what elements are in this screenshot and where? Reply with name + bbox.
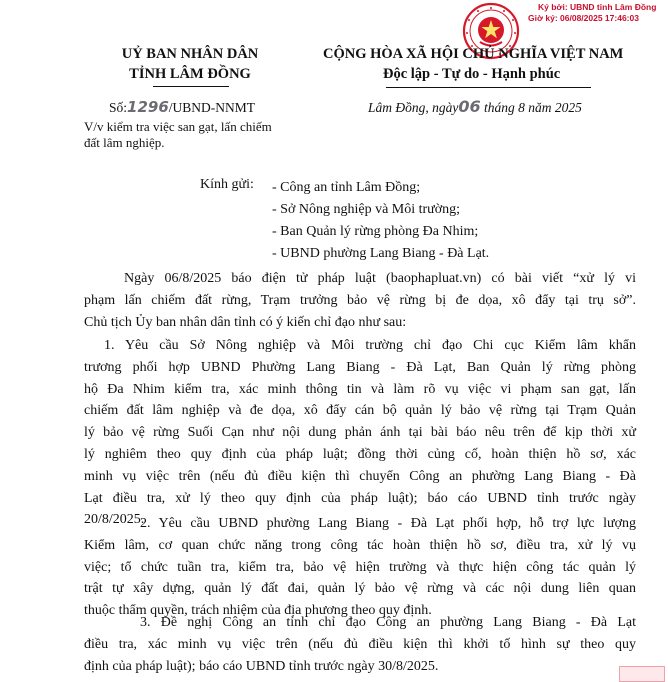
- directive-item-3: [84, 612, 636, 677]
- agency-name-line1: UỶ BAN NHÂN DÂN: [121, 46, 259, 62]
- recipient-item: - Sở Nông nghiệp và Môi trường;: [272, 202, 461, 217]
- document-number: [109, 98, 255, 116]
- item3-line: định của pháp luật); báo cáo UBND tỉnh trước ngày 30/8/2025.: [84, 658, 439, 674]
- document-date: [368, 97, 582, 116]
- signature-signed-time: Giờ ký: 06/08/2025 17:46:03: [528, 13, 639, 23]
- item1-line: hộ Đa Nhim kiểm tra, xác minh thông tin và làm rõ vụ việc vi phạm san gạt, lấn: [84, 381, 636, 397]
- item1-line: lý bảo vệ rừng Suối Cạn như nội dung phản ánh tại bài báo nêu trên để kịp thời xử: [84, 425, 636, 441]
- directive-item-2: [84, 513, 636, 622]
- intro-line: phạm lấn chiếm đất rừng, Trạm trưởng bảo vệ rừng bị đe dọa, xô đẩy tại trụ sở”.: [84, 292, 636, 308]
- recipient-item: - UBND phường Lang Biang - Đà Lạt.: [272, 246, 490, 261]
- document-number-handwritten: 1296: [127, 98, 169, 116]
- date-day-handwritten: 06: [458, 97, 481, 116]
- item1-line: 20/8/2025.: [84, 512, 145, 528]
- document-number-suffix: /UBND-NNMT: [168, 100, 256, 115]
- item1-line: chiếm đất lâm nghiệp và đe dọa, xô đẩy cán bộ quản lý bảo vệ rừng tại Trạm Quản: [84, 403, 636, 419]
- recipient-item: - Ban Quản lý rừng phòng Đa Nhim;: [272, 224, 479, 239]
- item1-line: 1. Yêu cầu Sở Nông nghiệp và Môi trường chỉ đạo Chi cục Kiểm lâm khẩn: [104, 338, 636, 353]
- item2-line: việc; tổ chức tuần tra, kiểm tra, bảo vệ hiện trường và thực hiện công tác quản lý: [84, 559, 636, 575]
- date-prefix: Lâm Đồng, ngày: [368, 100, 459, 115]
- subject-line2: đất lâm nghiệp.: [84, 135, 165, 150]
- agency-underline: [153, 86, 229, 87]
- item3-line: 3. Đề nghị Công an tỉnh chỉ đạo Công an phường Lang Biang - Đà Lạt: [140, 615, 636, 630]
- motto-underline: [386, 87, 591, 88]
- item1-line: trương phối hợp UBND Phường Lang Biang - Đà Lạt, Ban Quản lý rừng phòng: [84, 359, 636, 375]
- item2-line: trật tự xây dựng, quản lý đất đai, quản lý bảo vệ rừng và các nội dung liên quan: [84, 581, 636, 597]
- directive-item-1: [84, 335, 636, 531]
- intro-line: Chủ tịch Ủy ban nhân dân tỉnh có ý kiến chỉ đạo như sau:: [84, 314, 407, 330]
- date-suffix: tháng 8 năm 2025: [484, 100, 582, 115]
- intro-line: Ngày 06/8/2025 báo điện tử pháp luật (baophapluat.vn) có bài viết “xử lý vi: [124, 271, 636, 286]
- item3-line: điều tra, xác minh vụ việc trên (nếu đủ điều kiện thì khởi tố hình sự theo quy: [84, 636, 636, 652]
- document-number-prefix: Số:: [109, 100, 128, 115]
- subject-line1: V/v kiểm tra việc san gạt, lấn chiếm: [84, 119, 272, 134]
- recipients-label: Kính gửi:: [200, 177, 254, 192]
- agency-name-line2: TỈNH LÂM ĐỒNG: [129, 66, 251, 82]
- item1-line: lý nghiêm theo quy định của pháp luật; đồng thời củng cố, hoàn thiện hồ sơ, xác: [84, 446, 636, 462]
- item1-line: Lạt điều tra, xử lý theo quy định của pháp luật); báo cáo UBND tỉnh trước ngày: [84, 490, 636, 506]
- item2-line: Kiểm lâm, cơ quan chức năng trong công tác hoàn thiện hồ sơ, điều tra, xử lý vụ: [84, 537, 636, 553]
- item1-line: minh vụ việc trên (nếu đủ điều kiện thì chuyển Công an phường Lang Biang - Đà: [84, 468, 636, 484]
- country-name: CỘNG HÒA XÃ HỘI CHỦ NGHĨA VIỆT NAM: [323, 46, 624, 62]
- recipients-list: [272, 177, 489, 265]
- document-subject: [84, 119, 272, 151]
- signature-signed-by: Ký bởi: UBND tỉnh Lâm Đồng: [538, 2, 657, 12]
- national-motto: Độc lập - Tự do - Hạnh phúc: [383, 66, 561, 82]
- item2-line: thuộc thẩm quyền, trách nhiệm của địa phương theo quy định.: [84, 603, 432, 619]
- intro-paragraph: [84, 268, 636, 333]
- recipient-item: - Công an tỉnh Lâm Đồng;: [272, 180, 421, 195]
- item2-line: 2. Yêu cầu UBND phường Lang Biang - Đà Lạt phối hợp, hỗ trợ lực lượng: [140, 516, 636, 531]
